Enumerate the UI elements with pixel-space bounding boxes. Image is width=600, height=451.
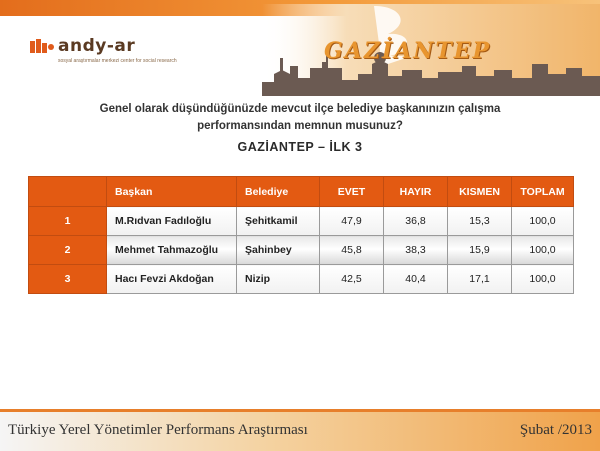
table-subtitle: GAZİANTEP – İLK 3 [237,140,363,154]
footer-title: Türkiye Yerel Yönetimler Performans Araştırması [8,422,308,438]
logo-text: andy-ar [58,36,136,56]
row-mayor-name: M.Rıdvan Fadıloğlu [107,207,237,236]
row-kismen: 17,1 [448,265,512,294]
header-toplam: TOPLAM [512,177,574,207]
header-hayir: HAYIR [384,177,448,207]
question-line-1: Genel olarak düşündüğünüzde mevcut ilçe belediye başkanınızın çalışma [99,103,501,115]
row-evet: 42,5 [320,265,384,294]
row-municipality: Nizip [237,265,320,294]
city-title: GAZİANTEP [324,38,492,64]
header-kismen: KISMEN [448,177,512,207]
row-toplam: 100,0 [512,207,574,236]
row-toplam: 100,0 [512,265,574,294]
footer-divider [0,409,600,412]
header-rank [29,177,107,207]
row-municipality: Şehitkamil [237,207,320,236]
row-rank: 3 [29,265,107,294]
logo-tagline: sosyal araştırmalar merkezi center for social research [58,58,177,64]
header-belediye: Belediye [237,177,320,207]
row-evet: 47,9 [320,207,384,236]
table-row [29,207,574,236]
row-kismen: 15,9 [448,236,512,265]
header-evet: EVET [320,177,384,207]
city-banner [262,4,600,96]
results-table [28,176,574,294]
table-row [29,265,574,294]
table-row [29,236,574,265]
footer-bar [0,409,600,451]
row-hayir: 38,3 [384,236,448,265]
table-header-row [29,177,574,207]
row-rank: 2 [29,236,107,265]
row-hayir: 40,4 [384,265,448,294]
row-municipality: Şahinbey [237,236,320,265]
row-toplam: 100,0 [512,236,574,265]
row-kismen: 15,3 [448,207,512,236]
logo-mark-icon [30,39,54,55]
row-mayor-name: Mehmet Tahmazoğlu [107,236,237,265]
row-hayir: 36,8 [384,207,448,236]
question-line-2: performansından memnun musunuz? [197,120,403,132]
row-rank: 1 [29,207,107,236]
survey-question [60,101,540,135]
header-baskan: Başkan [107,177,237,207]
footer-date: Şubat /2013 [519,422,592,438]
row-evet: 45,8 [320,236,384,265]
andy-ar-logo [30,36,200,70]
row-mayor-name: Hacı Fevzi Akdoğan [107,265,237,294]
